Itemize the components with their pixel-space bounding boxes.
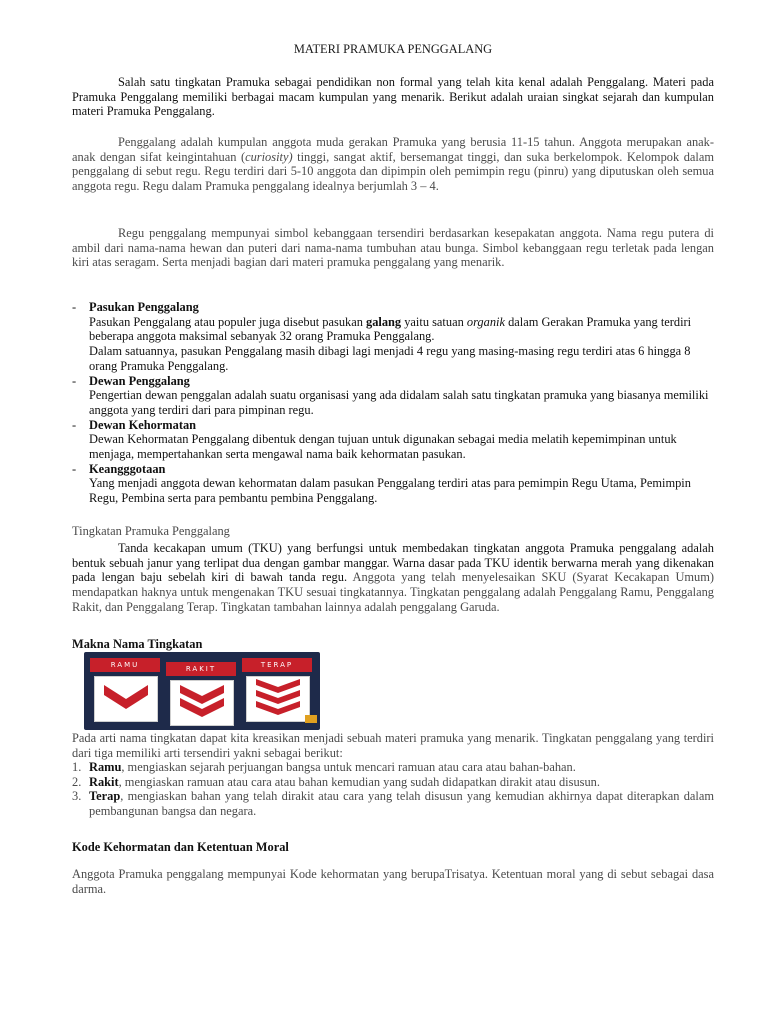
intro-paragraph: Salah satu tingkatan Pramuka sebagai pendidikan non formal yang telah kita kenal adalah Penggalang. Materi pada Pramuka Penggalang memiliki berbagai macam kumpulan yang menarik. Berikut adalah uraian singkat sejarah dan kumpulan materi Pramuka Penggalang. [72,75,714,119]
badge-label: RAKIT [166,662,236,676]
list-item: - Dewan Penggalang Pengertian dewan penggalan adalah suatu organisasi yang ada didalam salah satu tingkatan pramuka yang biasanya memiliki anggota yang terdiri dari para pimpinan regu. [72,373,709,417]
badge-ramu [90,658,160,672]
list-item: 3. Terap, mengiaskan bahan yang telah dirakit atau cara yang telah disusun yang kemudian akhirnya dapat diterapkan dalam pembangunan bangsa dan negara. [72,789,714,819]
badge-label: TERAP [242,658,312,672]
list-item: 2. Rakit, mengiaskan ramuan atau cara atau bahan kemudian yang sudah didapatkan dirakit atau disusun. [72,774,600,789]
regu-paragraph: Regu penggalang mempunyai simbol kebanggaan tersendiri berdasarkan kesepakatan anggota. Nama regu putera di ambil dari nama-nama hewan dan puteri dari nama-nama tumbuhan atau bunga. Simbol kebanggaan regu terletak pada lengan kiri atas seragam. Serta menjadi bagian dari materi pramuka penggalang yang menarik. [72,226,714,270]
tku-badges-image [84,652,320,730]
document-title: MATERI PRAMUKA PENGGALANG [293,42,493,56]
chevron-icon [94,676,158,722]
badge-label: RAMU [90,658,160,672]
ribbon-icon [305,715,317,723]
section-heading-kode: Kode Kehormatan dan Ketentuan Moral [72,840,289,854]
makna-intro-paragraph: Pada arti nama tingkatan dapat kita kreasikan menjadi sebuah materi pramuka yang menarik. Tingkatan penggalang yang terdiri dari tiga memiliki arti tersendiri yakni sebagai berikut: [72,731,714,760]
list-item: - Dewan Kehormatan Dewan Kehormatan Penggalang dibentuk dengan tujuan untuk digunakan sebagai media melatih kepemimpinan untuk menjaga, mempertahankan serta mengawal nama baik kehormatan pasukan. [72,417,677,462]
double-chevron-icon [170,680,234,726]
list-item: 1. Ramu, mengiaskan sejarah perjuangan bangsa untuk mencari ramuan atau cara atau bahan-bahan. [72,760,576,774]
triple-chevron-icon [246,676,310,722]
badge-rakit [166,658,236,676]
bullet-list [72,300,714,506]
list-item: - Pasukan Penggalang Pasukan Penggalang atau populer juga disebut pasukan galang yaitu satuan organik dalam Gerakan Pramuka yang terdiri beberapa anggota maksimal sebanyak 32 orang Pramuka Penggalang. Dalam satuannya, pasukan Penggalang masih dibagi lagi menjadi 4 regu yang masing-masing regu terdiri atas 6 hingga 8 orang Pramuka Penggalang. [72,300,692,373]
section-heading-makna: Makna Nama Tingkatan [72,637,203,651]
badge-terap [242,658,312,672]
section-heading-tingkatan: Tingkatan Pramuka Penggalang [72,524,230,538]
levels-list [72,760,714,819]
penggalang-paragraph: Penggalang adalah kumpulan anggota muda gerakan Pramuka yang berusia 11-15 tahun. Anggota merupakan anak-anak dengan sifat keingintahuan (curiosity) tinggi, sangat aktif, bersemangat tinggi, dan suka berkelompok. Kelompok dalam penggalang di sebut regu. Regu terdiri dari 5-10 anggota dan dipimpin oleh pemimpin regu (pinru) yang diputuskan oleh semua anggota regu. Regu dalam Pramuka penggalang idealnya berjumlah 3 – 4. [72,135,715,194]
list-item: - Keangggotaan Yang menjadi anggota dewan kehormatan dalam pasukan Penggalang terdiri atas para pemimpin Regu Utama, Pemimpin Regu, Pembina serta para pembantu pembina Penggalang. [72,461,691,506]
tku-paragraph: Tanda kecakapan umum (TKU) yang berfungsi untuk membedakan tingkatan anggota Pramuka penggalang adalah bentuk sebuah janur yang terlipat dua dengan gambar manggar. Warna dasar pada TKU identik berwarna merah yang dikenakan pada lengan baju sebelah kiri di bawah tanda regu. Anggota yang telah menyelesaikan SKU (Syarat Kecakapan Umum) mendapatkan haknya untuk mengenakan TKU sesuai tingkatannya. Tingkatan penggalang adalah Penggalang Ramu, Penggalang Rakit, dan Penggalang Terap. Tingkatan tambahan lainnya adalah penggalang Garuda. [72,541,714,614]
kode-paragraph: Anggota Pramuka penggalang mempunyai Kode kehormatan yang berupaTrisatya. Ketentuan moral yang di sebut sebagai dasa darma. [72,867,714,896]
